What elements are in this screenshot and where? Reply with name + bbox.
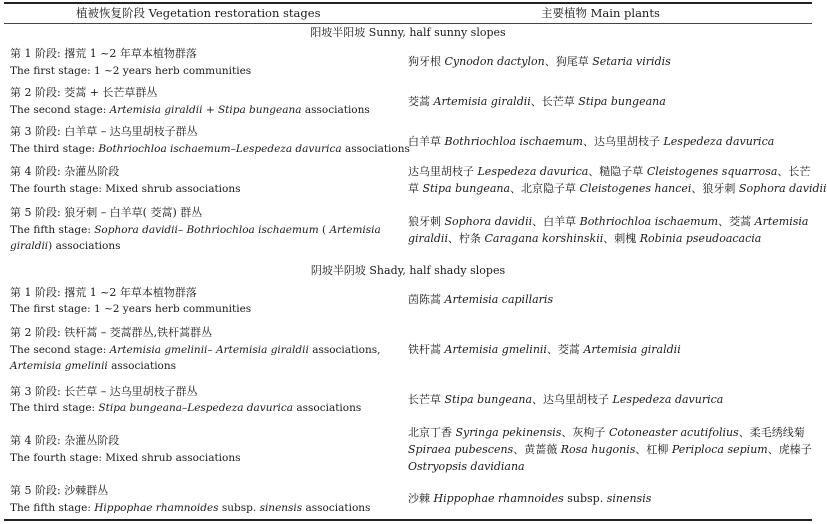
column-header-plants: 主要植物 Main plants	[541, 6, 660, 20]
shady-stage-1-zh: 第 1 阶段: 撂荒 1 ~2 年草本植物群落	[10, 286, 197, 299]
sunny-stage-4-en: The fourth stage: Mixed shrub associations	[10, 183, 241, 195]
header-rule	[4, 23, 812, 24]
sunny-stage-4-zh: 第 4 阶段: 杂灌丛阶段	[10, 165, 120, 178]
sunny-stage-5-en-line1: The fifth stage: Sophora davidii– Bothriochloa ischaemum ( Artemisia	[10, 224, 381, 236]
sunny-stage-2-en: The second stage: Artemisia giraldii + Stipa bungeana associations	[10, 104, 370, 116]
section-title-sunny: 阳坡半阳坡 Sunny, half sunny slopes	[310, 26, 506, 39]
shady-stage-1-plants: 茵陈蒿 Artemisia capillaris	[408, 293, 554, 306]
shady-stage-2-zh: 第 2 阶段: 铁杆蒿 – 茭蒿群丛,铁杆蒿群丛	[10, 326, 213, 339]
shady-stage-1-en: The first stage: 1 ~2 years herb communities	[10, 303, 252, 315]
shady-stage-2-en-line1: The second stage: Artemisia gmelinii– Artemisia giraldii associations,	[10, 344, 381, 356]
sunny-stage-5-plants-line1: 狼牙刺 Sophora davidii、白羊草 Bothriochloa ischaemum、茭蒿 Artemisia	[408, 215, 809, 228]
shady-stage-5-plants: 沙棘 Hippophae rhamnoides subsp. sinensis	[408, 492, 652, 505]
sunny-stage-4-plants-line2: 草 Stipa bungeana、北京隐子草 Cleistogenes hancei、狼牙刺 Sophora davidii	[408, 182, 827, 195]
sunny-stage-2-zh: 第 2 阶段: 茭蒿 + 长芒草群丛	[10, 86, 158, 99]
shady-stage-2-en-line2: Artemisia gmelinii associations	[10, 360, 177, 372]
sunny-stage-1-plants: 狗牙根 Cynodon dactylon、狗尾草 Setaria viridis	[408, 55, 671, 68]
column-header-stages: 植被恢复阶段 Vegetation restoration stages	[76, 6, 321, 20]
sunny-stage-3-en: The third stage: Bothriochloa ischaemum–Lespedeza davurica associations	[10, 143, 410, 155]
top-rule	[4, 2, 812, 4]
section-title-shady: 阴坡半阴坡 Shady, half shady slopes	[310, 264, 506, 277]
sunny-stage-5-zh: 第 5 阶段: 狼牙刺 – 白羊草( 茭蒿) 群丛	[10, 206, 203, 219]
shady-stage-4-en: The fourth stage: Mixed shrub associations	[10, 452, 241, 464]
shady-stage-3-zh: 第 3 阶段: 长芒草 – 达乌里胡枝子群丛	[10, 385, 198, 398]
sunny-stage-1-en: The first stage: 1 ~2 years herb communities	[10, 65, 252, 77]
shady-stage-2-plants: 铁杆蒿 Artemisia gmelinii、茭蒿 Artemisia giraldii	[408, 343, 681, 356]
shady-stage-5-zh: 第 5 阶段: 沙棘群丛	[10, 484, 109, 497]
sunny-stage-3-zh: 第 3 阶段: 白羊草 – 达乌里胡枝子群丛	[10, 125, 198, 138]
sunny-stage-1-zh: 第 1 阶段: 撂荒 1 ~2 年草本植物群落	[10, 47, 197, 60]
shady-stage-4-zh: 第 4 阶段: 杂灌丛阶段	[10, 434, 120, 447]
shady-stage-4-plants-line3: Ostryopsis davidiana	[408, 460, 525, 473]
shady-stage-3-plants: 长芒草 Stipa bungeana、达乌里胡枝子 Lespedeza davurica	[408, 393, 724, 406]
shady-stage-5-en: The fifth stage: Hippophae rhamnoides subsp. sinensis associations	[10, 502, 371, 514]
sunny-stage-2-plants: 茭蒿 Artemisia giraldii、长芒草 Stipa bungeana	[408, 95, 666, 108]
sunny-stage-4-plants-line1: 达乌里胡枝子 Lespedeza davurica、糙隐子草 Cleistogenes squarrosa、长芒	[408, 165, 811, 178]
shady-stage-4-plants-line2: Spiraea pubescens、黄蔷薇 Rosa hugonis、杠柳 Periploca sepium、虎榛子	[408, 443, 812, 456]
shady-stage-3-en: The third stage: Stipa bungeana–Lespedeza davurica associations	[10, 402, 362, 414]
vegetation-table	[4, 1, 827, 521]
sunny-stage-3-plants: 白羊草 Bothriochloa ischaemum、达乌里胡枝子 Lespedeza davurica	[408, 135, 775, 148]
sunny-stage-5-plants-line2: giraldii、柠条 Caragana korshinskii、刺槐 Robinia pseudoacacia	[408, 232, 762, 245]
shady-stage-4-plants-line1: 北京丁香 Syringa pekinensis、灰枸子 Cotoneaster acutifolius、柔毛绣线菊	[408, 426, 805, 439]
bottom-rule	[4, 519, 812, 521]
sunny-stage-5-en-line2: giraldii) associations	[10, 240, 121, 252]
